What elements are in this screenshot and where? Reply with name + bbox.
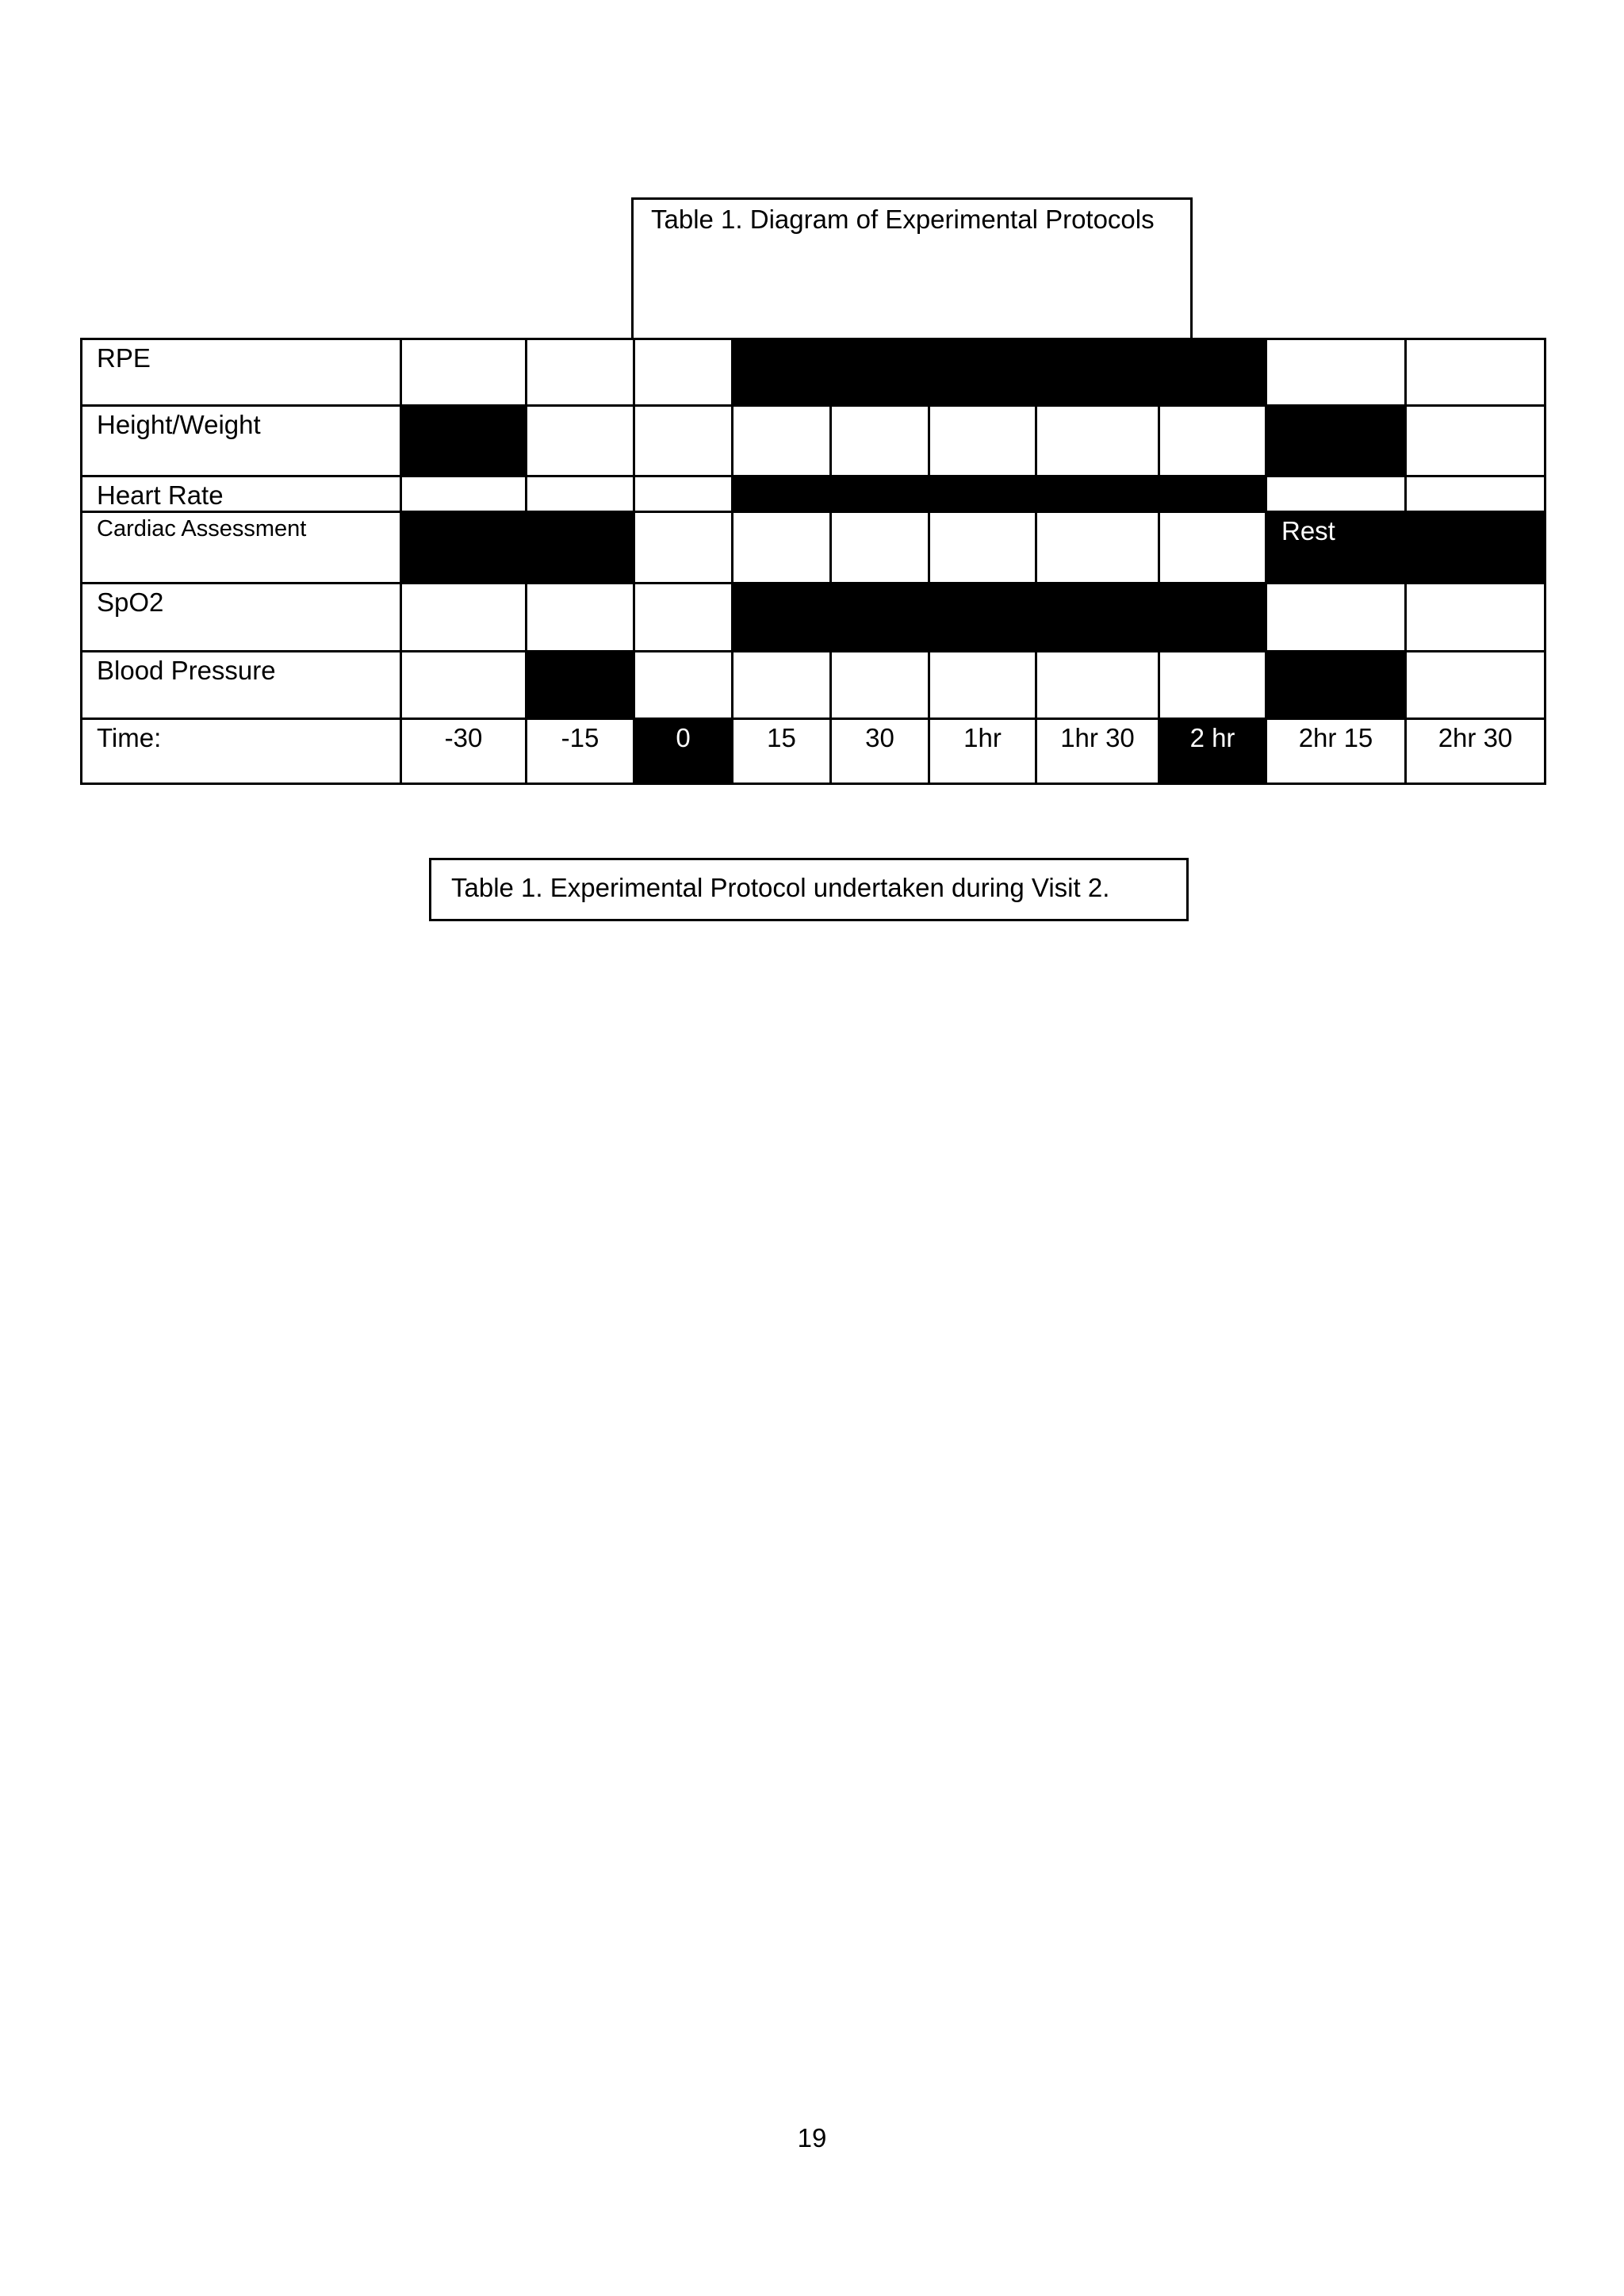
filled-cell bbox=[1036, 476, 1159, 512]
protocol-row bbox=[82, 406, 1545, 476]
empty-cell bbox=[401, 584, 527, 652]
protocol-row bbox=[82, 652, 1545, 719]
filled-cell bbox=[1159, 476, 1266, 512]
filled-cell bbox=[733, 584, 831, 652]
empty-cell bbox=[733, 512, 831, 584]
empty-cell bbox=[527, 476, 634, 512]
time-value: 15 bbox=[733, 719, 831, 784]
row-label: Cardiac Assessment bbox=[82, 512, 401, 584]
filled-cell bbox=[527, 652, 634, 719]
protocol-row bbox=[82, 584, 1545, 652]
empty-cell bbox=[1159, 406, 1266, 476]
empty-cell bbox=[831, 406, 929, 476]
empty-cell bbox=[1406, 584, 1545, 652]
filled-cell bbox=[831, 476, 929, 512]
table-title: Table 1. Diagram of Experimental Protocols bbox=[651, 205, 1155, 234]
empty-cell bbox=[1036, 512, 1159, 584]
filled-cell bbox=[401, 512, 527, 584]
empty-cell bbox=[733, 406, 831, 476]
time-value: 2 hr bbox=[1159, 719, 1266, 784]
row-label: Heart Rate bbox=[82, 476, 401, 512]
filled-cell bbox=[1406, 512, 1545, 584]
filled-cell bbox=[1266, 406, 1406, 476]
filled-cell bbox=[733, 339, 831, 406]
time-value: 0 bbox=[634, 719, 733, 784]
empty-cell bbox=[1406, 652, 1545, 719]
protocol-row bbox=[82, 476, 1545, 512]
empty-cell bbox=[733, 652, 831, 719]
filled-cell bbox=[929, 584, 1036, 652]
empty-cell bbox=[401, 339, 527, 406]
empty-cell bbox=[634, 652, 733, 719]
filled-cell bbox=[527, 512, 634, 584]
time-value: 2hr 15 bbox=[1266, 719, 1406, 784]
time-value: -15 bbox=[527, 719, 634, 784]
empty-cell bbox=[1266, 584, 1406, 652]
filled-cell bbox=[929, 476, 1036, 512]
empty-cell bbox=[929, 406, 1036, 476]
time-value: 30 bbox=[831, 719, 929, 784]
row-label: Height/Weight bbox=[82, 406, 401, 476]
empty-cell bbox=[634, 584, 733, 652]
filled-cell bbox=[1036, 339, 1159, 406]
protocol-table bbox=[80, 338, 1546, 785]
filled-cell bbox=[831, 584, 929, 652]
empty-cell bbox=[527, 584, 634, 652]
filled-cell bbox=[1159, 584, 1266, 652]
empty-cell bbox=[401, 652, 527, 719]
filled-cell bbox=[929, 339, 1036, 406]
empty-cell bbox=[1406, 476, 1545, 512]
row-label: Blood Pressure bbox=[82, 652, 401, 719]
filled-cell bbox=[733, 476, 831, 512]
filled-cell bbox=[1036, 584, 1159, 652]
empty-cell bbox=[1406, 339, 1545, 406]
empty-cell bbox=[401, 476, 527, 512]
empty-cell bbox=[831, 652, 929, 719]
time-value: 1hr 30 bbox=[1036, 719, 1159, 784]
time-value: -30 bbox=[401, 719, 527, 784]
empty-cell bbox=[929, 652, 1036, 719]
empty-cell bbox=[634, 512, 733, 584]
empty-cell bbox=[634, 406, 733, 476]
empty-cell bbox=[1159, 652, 1266, 719]
table-title-box bbox=[631, 197, 1193, 339]
empty-cell bbox=[634, 339, 733, 406]
empty-cell bbox=[634, 476, 733, 512]
empty-cell bbox=[527, 339, 634, 406]
filled-cell bbox=[1266, 652, 1406, 719]
empty-cell bbox=[527, 406, 634, 476]
empty-cell bbox=[929, 512, 1036, 584]
page-number: 19 bbox=[797, 2123, 827, 2152]
protocol-row bbox=[82, 339, 1545, 406]
table-caption: Table 1. Experimental Protocol undertaken during Visit 2. bbox=[429, 858, 1189, 921]
row-label: RPE bbox=[82, 339, 401, 406]
protocol-row bbox=[82, 512, 1545, 584]
row-label: SpO2 bbox=[82, 584, 401, 652]
empty-cell bbox=[1159, 512, 1266, 584]
empty-cell bbox=[1266, 339, 1406, 406]
filled-cell bbox=[401, 406, 527, 476]
filled-cell: Rest bbox=[1266, 512, 1406, 584]
time-label: Time: bbox=[82, 719, 401, 784]
empty-cell bbox=[1406, 406, 1545, 476]
empty-cell bbox=[1266, 476, 1406, 512]
filled-cell bbox=[831, 339, 929, 406]
time-value: 2hr 30 bbox=[1406, 719, 1545, 784]
filled-cell bbox=[1159, 339, 1266, 406]
time-row bbox=[82, 719, 1545, 784]
empty-cell bbox=[1036, 406, 1159, 476]
empty-cell bbox=[1036, 652, 1159, 719]
empty-cell bbox=[831, 512, 929, 584]
time-value: 1hr bbox=[929, 719, 1036, 784]
